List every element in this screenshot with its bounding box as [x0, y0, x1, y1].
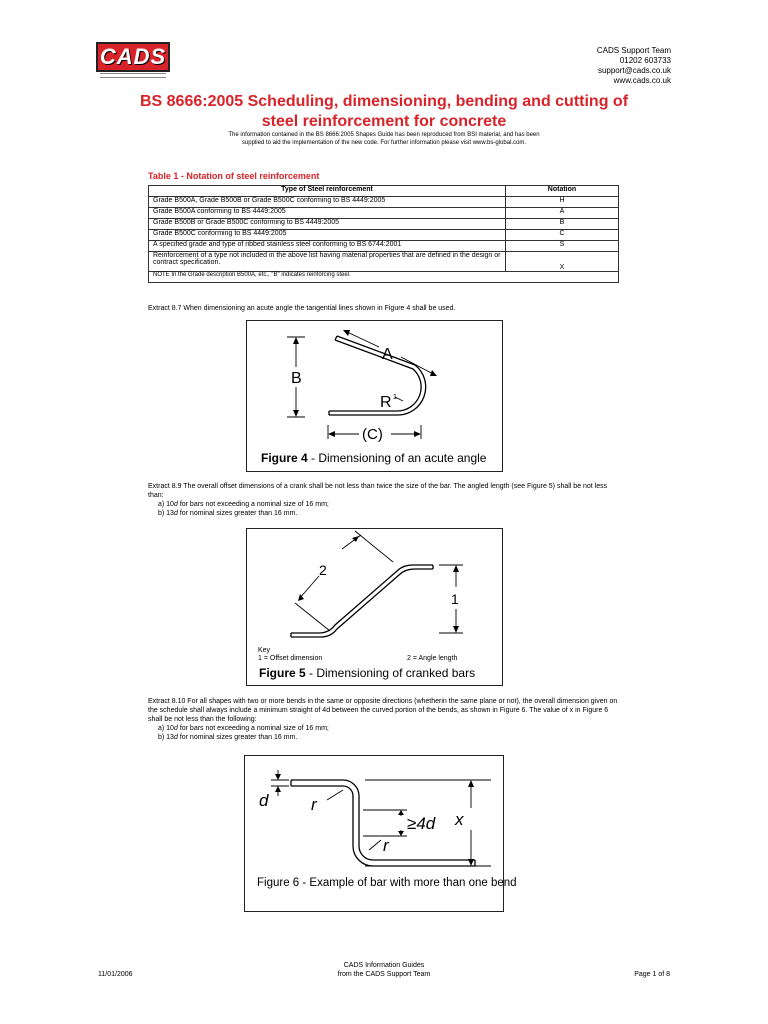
- item-em: d: [173, 725, 178, 732]
- figure-4-caption: [261, 451, 486, 465]
- item-suffix: for nominal sizes greater than 16 mm.: [177, 734, 298, 741]
- document-title: BS 8666:2005 Scheduling, dimensioning, bending and cutting of steel reinforcement for concrete: [139, 93, 629, 130]
- fig5-key-title: Key: [258, 647, 271, 654]
- contact-website[interactable]: www.cads.co.uk: [613, 76, 671, 85]
- fig4-label-r-sup: 1: [393, 394, 397, 401]
- logo-underline: [100, 73, 166, 78]
- fig5-label-1: 1: [451, 591, 459, 607]
- table-row: [149, 197, 619, 208]
- table-row: [149, 208, 619, 219]
- extract-8-9-item-b: [148, 509, 618, 518]
- fig4-label-a: A: [382, 346, 393, 363]
- footer-date: 11/01/2006: [98, 971, 133, 978]
- table-note: NOTE In the Grade description B500A, etc., "B" indicates reinforcing steel.: [149, 272, 619, 283]
- item-prefix: b) 13: [158, 734, 174, 741]
- row-code: H: [506, 197, 619, 208]
- fig4-label-c: (C): [362, 426, 383, 443]
- figure-4-caption-label: Figure 4: [261, 451, 308, 465]
- fig5-key-2: 2 = Angle length: [407, 655, 458, 662]
- row-type: Grade B500A, Grade B500B or Grade B500C conforming to BS 4449:2005: [149, 197, 506, 208]
- row-type: Grade B500B or Grade B500C conforming to BS 4449:2005: [149, 219, 506, 230]
- item-suffix: for bars not exceeding a nominal size of 16 mm;: [177, 501, 329, 508]
- row-type: Reinforcement of a type not included in the above list having material properties that are defined in the design or contract specification.: [149, 252, 506, 272]
- footer-page-number: Page 1 of 8: [634, 971, 670, 978]
- fig5-label-2: 2: [319, 562, 327, 578]
- item-prefix: b) 13: [158, 510, 174, 517]
- item-prefix: a) 10: [158, 725, 174, 732]
- item-suffix: for bars not exceeding a nominal size of 16 mm;: [177, 725, 329, 732]
- extract-8-9-item-a: [148, 500, 618, 509]
- intro-text: The information contained in the BS 8666:2005 Shapes Guide has been reproduced from BSI material, and has been supplied to aid the implementation of the new code. For further information please visit www.bs-global.com.: [228, 132, 540, 146]
- header-type: Type of Steel reinforcement: [149, 186, 506, 197]
- figure-4-drawing: [247, 321, 502, 471]
- extract-8-10-item-b: [148, 733, 620, 742]
- figure-5-caption: [259, 666, 475, 680]
- figure-6: [244, 755, 517, 912]
- table1-caption: [148, 171, 319, 181]
- figure-5-caption-text: - Dimensioning of cranked bars: [305, 666, 476, 680]
- header-notation: Notation: [506, 186, 619, 197]
- table-header-row: [149, 186, 619, 197]
- item-prefix: a) 10: [158, 501, 174, 508]
- fig6-label-4d: ≥4d: [407, 814, 436, 833]
- footer-center-line1: CADS Information Guides: [343, 962, 425, 969]
- item-suffix: for nominal sizes greater than 16 mm.: [177, 510, 298, 517]
- table-row: [149, 219, 619, 230]
- fig6-label-x: x: [455, 810, 464, 829]
- contact-block: [597, 46, 671, 86]
- fig4-label-b: B: [291, 370, 302, 387]
- extract-8-9: [148, 482, 618, 518]
- extract-8-10-item-a: [148, 724, 620, 733]
- table-row: [149, 252, 619, 272]
- table1-caption-label: Table 1: [148, 171, 179, 181]
- row-code: S: [506, 241, 619, 252]
- table-row: [149, 230, 619, 241]
- contact-team: CADS Support Team: [596, 46, 671, 55]
- row-code: X: [506, 252, 619, 272]
- extract-8-10: [148, 697, 620, 742]
- fig4-label-r: R: [380, 394, 392, 411]
- extract-8-9-text: Extract 8.9 The overall offset dimensions of a crank shall be not less than twice the size of the bar. The angled length (see Figure 5) shall be not less than:: [148, 483, 608, 499]
- fig6-label-d: d: [259, 791, 269, 810]
- logo-text: CADS: [96, 42, 170, 72]
- figure-6-caption: Figure 6 - Example of bar with more than one bend: [257, 877, 517, 889]
- fig5-key-1: 1 = Offset dimension: [258, 655, 323, 662]
- item-em: d: [173, 734, 178, 741]
- row-type: A specified grade and type of ribbed stainless steel conforming to BS 6744:2001: [149, 241, 506, 252]
- table-row: [149, 241, 619, 252]
- contact-email[interactable]: support@cads.co.uk: [597, 66, 671, 75]
- figure-4-caption-text: - Dimensioning of an acute angle: [307, 451, 487, 465]
- row-code: C: [506, 230, 619, 241]
- row-code: B: [506, 219, 619, 230]
- figure-5-caption-label: Figure 5: [259, 666, 306, 680]
- item-em: d: [173, 501, 178, 508]
- contact-phone: 01202 603733: [619, 56, 671, 65]
- extract-8-10-text: Extract 8.10 For all shapes with two or more bends in the same or opposite directions (whetherin the same plane or not), the overall dimension given on the schedule shall always include a minimum straight of 4d between the curved portion of the bends, as shown in Figure 6. The value of x in Figure 6 shall be not less than the following:: [148, 698, 618, 723]
- row-code: A: [506, 208, 619, 219]
- notation-table: [148, 185, 619, 283]
- cads-logo: [96, 42, 170, 76]
- figure-5: [246, 528, 503, 686]
- figure-5-drawing: [247, 529, 502, 685]
- figure-4: [246, 320, 503, 472]
- fig6-label-r1: r: [311, 795, 317, 814]
- footer-center: [284, 961, 484, 979]
- footer-center-line2: from the CADS Support Team: [337, 971, 431, 978]
- table1-caption-text: - Notation of steel reinforcement: [178, 171, 320, 181]
- extract-8-7: Extract 8.7 When dimensioning an acute angle the tangential lines shown in Figure 4 shall be used.: [148, 305, 456, 312]
- table-note-row: [149, 272, 619, 283]
- row-type: Grade B500A conforming to BS 4449:2005: [149, 208, 506, 219]
- fig6-label-r2: r: [383, 836, 389, 855]
- item-em: d: [173, 510, 178, 517]
- row-type: Grade B500C conforming to BS 4449:2005: [149, 230, 506, 241]
